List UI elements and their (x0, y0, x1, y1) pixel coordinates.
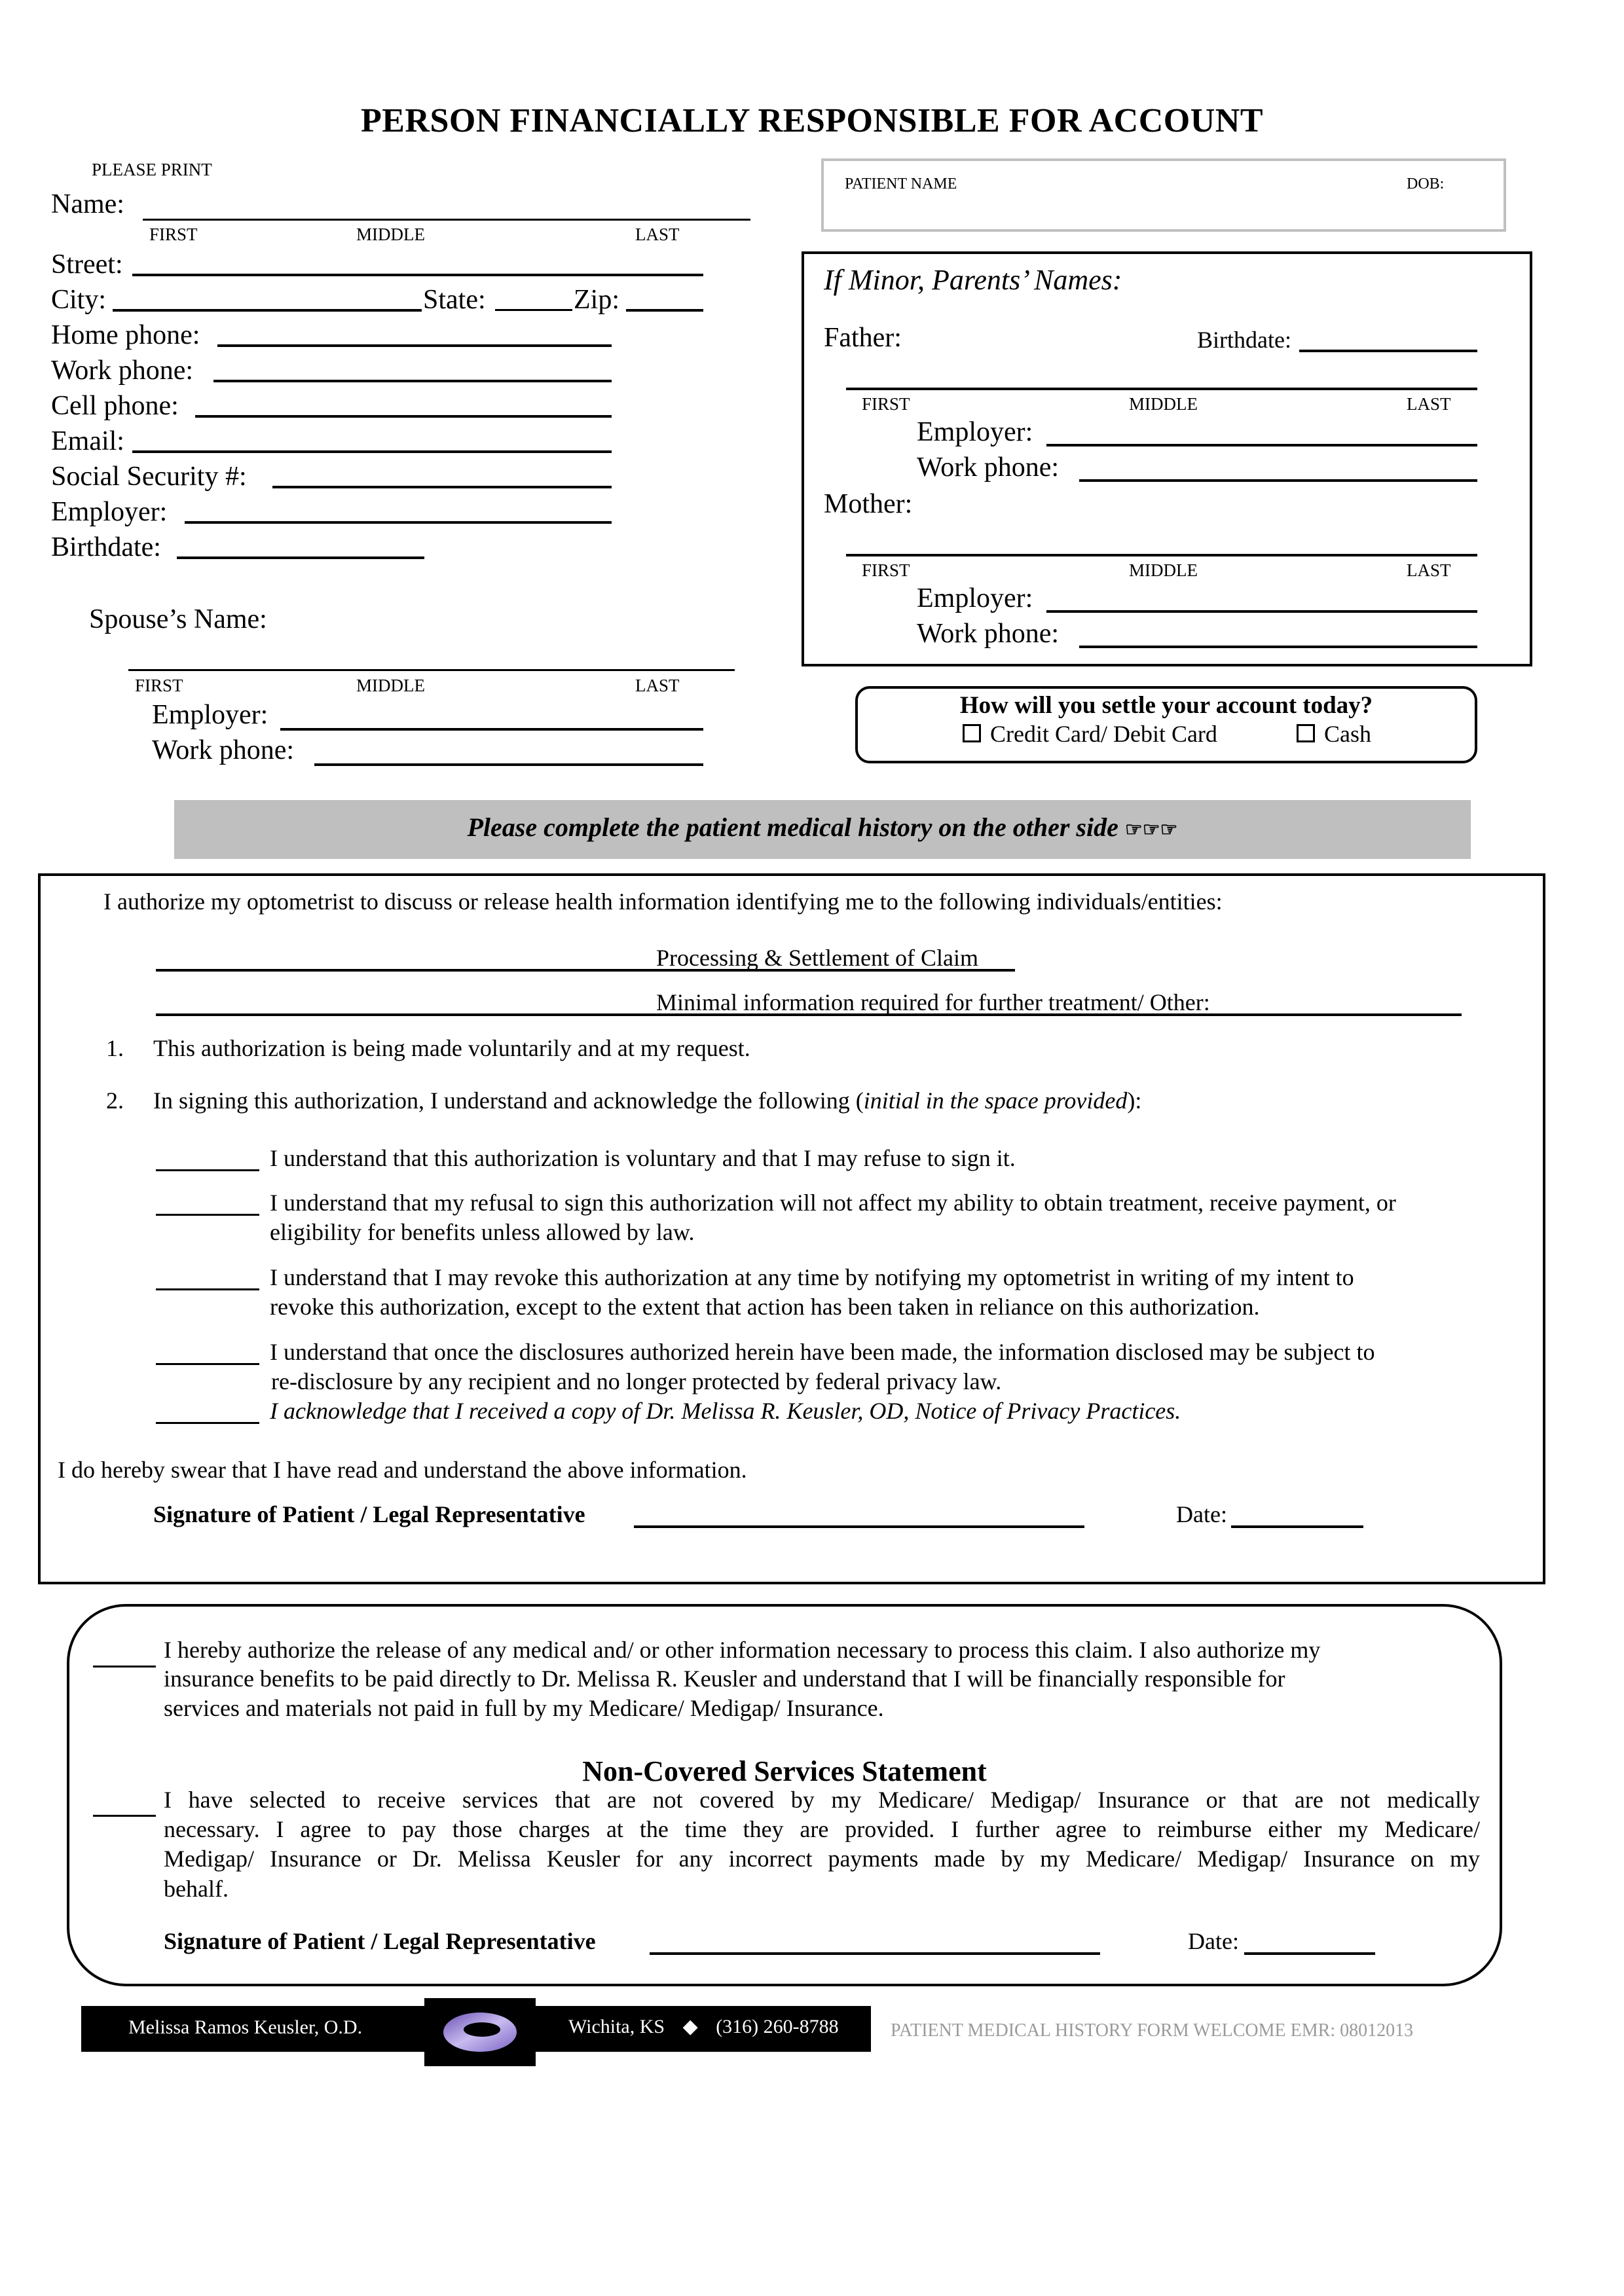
initial-field-1[interactable] (156, 1169, 259, 1171)
initial-field-privacy[interactable] (156, 1422, 259, 1424)
spouse-last-caption: LAST (635, 676, 680, 695)
diamond-icon: ◆ (682, 2016, 698, 2037)
insurance-date-field[interactable] (1244, 1952, 1375, 1955)
father-work-phone-field[interactable] (1079, 479, 1477, 482)
ssn-field[interactable] (272, 486, 612, 488)
item-1-text: This authorization is being made voluntarily and at my request. (153, 1035, 750, 1061)
noncovered-line-1: I have selected to receive services that are not covered by my Medicare/ Medigap/ Insurance or that are not medically (164, 1787, 1480, 1813)
entity-minimal-info: Minimal information required for further treatment/ Other: (656, 989, 1210, 1015)
street-field[interactable] (132, 274, 703, 276)
item-2-text-b: ): (1127, 1087, 1142, 1114)
entity-claim-processing: Processing & Settlement of Claim (656, 945, 978, 971)
footer-phone: (316) 260-8788 (716, 2016, 839, 2037)
date-field[interactable] (1231, 1525, 1363, 1528)
home-phone-label: Home phone: (51, 320, 200, 350)
minor-parents-box (802, 251, 1532, 666)
item-2-italic: initial in the space provided (863, 1087, 1128, 1114)
initial-field-4[interactable] (156, 1363, 259, 1365)
banner-text (174, 812, 1471, 843)
home-phone-field[interactable] (217, 344, 612, 347)
item-2-text-a: In signing this authorization, I understand and acknowledge the following ( (153, 1087, 864, 1114)
initial-field-2[interactable] (156, 1214, 259, 1216)
zip-field[interactable] (626, 309, 703, 312)
father-birthdate-label: Birthdate: (1197, 327, 1291, 353)
option-cash[interactable] (1297, 720, 1371, 748)
ack-3-line-2: revoke this authorization, except to the extent that action has been taken in reliance on this authorization. (270, 1294, 1260, 1320)
patient-info-box[interactable] (821, 158, 1506, 232)
release-line-3: services and materials not paid in full by my Medicare/ Medigap/ Insurance. (164, 1695, 884, 1721)
employer-label: Employer: (51, 497, 168, 527)
spouse-name-field[interactable] (128, 669, 735, 671)
work-phone-field[interactable] (213, 380, 612, 382)
mother-employer-label: Employer: (917, 583, 1033, 613)
father-last-caption: LAST (1407, 394, 1451, 414)
cell-phone-label: Cell phone: (51, 391, 179, 421)
authorization-intro: I authorize my optometrist to discuss or release health information identifying me to the following individuals/entities: (103, 888, 1223, 915)
father-first-caption: FIRST (862, 394, 910, 414)
banner-message: Please complete the patient medical history on the other side (467, 812, 1118, 842)
footer-location (568, 2015, 839, 2038)
noncovered-title: Non-Covered Services Statement (582, 1755, 987, 1787)
birthdate-label: Birthdate: (51, 532, 161, 562)
date-label: Date: (1176, 1501, 1227, 1527)
father-name-field[interactable] (846, 388, 1477, 390)
city-label: City: (51, 285, 107, 315)
pointing-hand-icons: ☞☞☞ (1124, 819, 1178, 841)
ack-4-line-2: re-disclosure by any recipient and no longer protected by federal privacy law. (271, 1368, 1002, 1394)
release-line-1: I hereby authorize the release of any medical and/ or other information necessary to process this claim. I also authorize my (164, 1637, 1321, 1663)
page-title: PERSON FINANCIALLY RESPONSIBLE FOR ACCOUNT (360, 102, 1264, 139)
ssn-label: Social Security #: (51, 462, 247, 492)
work-phone-label: Work phone: (51, 355, 194, 386)
swear-statement: I do hereby swear that I have read and understand the above information. (58, 1457, 747, 1483)
mother-name-field[interactable] (846, 554, 1477, 556)
birthdate-field[interactable] (177, 556, 424, 559)
ack-1: I understand that this authorization is voluntary and that I may refuse to sign it. (270, 1145, 1016, 1171)
credit-card-label: Credit Card/ Debit Card (990, 721, 1217, 747)
noncovered-line-3: Medigap/ Insurance or Dr. Melissa Keusler for any incorrect payments made by my Medicare/ Medigap/ Insurance on my (164, 1846, 1480, 1872)
spouse-middle-caption: MIDDLE (356, 676, 425, 695)
spouse-employer-label: Employer: (152, 700, 268, 730)
spouse-employer-field[interactable] (280, 728, 703, 731)
cash-checkbox[interactable] (1297, 724, 1315, 742)
ack-privacy-notice: I acknowledge that I received a copy of Dr. Melissa R. Keusler, OD, Notice of Privacy Practices. (270, 1398, 1181, 1424)
father-employer-field[interactable] (1046, 444, 1477, 446)
item-1-number: 1. (106, 1035, 124, 1061)
father-employer-label: Employer: (917, 417, 1033, 447)
footer-doctor-name: Melissa Ramos Keusler, O.D. (128, 2016, 363, 2038)
insurance-initial-field[interactable] (93, 1666, 156, 1667)
footer-city: Wichita, KS (568, 2016, 665, 2037)
insurance-signature-field[interactable] (650, 1952, 1100, 1955)
cell-phone-field[interactable] (195, 415, 612, 418)
eye-ring-logo-icon (424, 1998, 536, 2066)
please-print-note: PLEASE PRINT (92, 160, 212, 179)
spouse-name-label: Spouse’s Name: (89, 604, 267, 634)
initial-field-3[interactable] (156, 1288, 259, 1290)
insurance-signature-label: Signature of Patient / Legal Representative (164, 1928, 596, 1954)
ack-4-line-1: I understand that once the disclosures authorized herein have been made, the information disclosed may be subject to (270, 1339, 1375, 1365)
ack-3-line-1: I understand that I may revoke this authorization at any time by notifying my optometrist in writing of my intent to (270, 1264, 1354, 1290)
medical-history-banner (174, 800, 1471, 859)
mother-last-caption: LAST (1407, 560, 1451, 580)
email-field[interactable] (132, 450, 612, 453)
father-middle-caption: MIDDLE (1129, 394, 1198, 414)
patient-name-label: PATIENT NAME (845, 175, 957, 192)
signature-field[interactable] (634, 1525, 1084, 1528)
settle-account-box (855, 686, 1477, 763)
logo-block (424, 1998, 536, 2066)
option-credit-card[interactable] (963, 720, 1217, 748)
zip-label: Zip: (574, 285, 619, 315)
name-middle-caption: MIDDLE (356, 225, 425, 244)
spouse-work-phone-label: Work phone: (152, 735, 295, 765)
credit-card-checkbox[interactable] (963, 724, 981, 742)
father-work-phone-label: Work phone: (917, 452, 1060, 483)
item-2-number: 2. (106, 1087, 124, 1114)
noncovered-initial-field[interactable] (93, 1815, 156, 1817)
noncovered-line-4: behalf. (164, 1876, 229, 1902)
dob-label: DOB: (1407, 175, 1445, 192)
father-birthdate-field[interactable] (1299, 350, 1477, 352)
name-first-caption: FIRST (149, 225, 198, 244)
ack-2-line-2: eligibility for benefits unless allowed by law. (270, 1219, 695, 1245)
mother-work-phone-field[interactable] (1079, 646, 1477, 648)
employer-field[interactable] (185, 521, 612, 524)
spouse-work-phone-field[interactable] (314, 763, 703, 766)
insurance-date-label: Date: (1188, 1928, 1239, 1954)
email-label: Email: (51, 426, 124, 456)
form-identifier: PATIENT MEDICAL HISTORY FORM WELCOME EMR: 08012013 (891, 2020, 1414, 2041)
spouse-first-caption: FIRST (135, 676, 183, 695)
settle-question: How will you settle your account today? (959, 692, 1373, 719)
noncovered-line-2: necessary. I agree to pay those charges at the time they are provided. I further agree to reimburse either my Medicare/ (164, 1816, 1480, 1842)
state-label: State: (423, 285, 486, 315)
name-last-caption: LAST (635, 225, 680, 244)
name-label: Name: (51, 189, 124, 219)
insurance-authorization-box (67, 1604, 1502, 1986)
authorization-box (38, 873, 1545, 1584)
ack-2-line-1: I understand that my refusal to sign this authorization will not affect my ability to obtain treatment, receive payment, or (270, 1190, 1396, 1216)
cash-label: Cash (1324, 721, 1371, 747)
release-line-2: insurance benefits to be paid directly to Dr. Melissa R. Keusler and understand that I will be financially responsible for (164, 1666, 1285, 1692)
mother-work-phone-label: Work phone: (917, 619, 1060, 649)
item-2-text (153, 1087, 1141, 1114)
father-label: Father: (824, 323, 902, 353)
state-field[interactable] (495, 309, 572, 311)
city-field[interactable] (113, 309, 422, 312)
mother-label: Mother: (824, 489, 913, 519)
mother-middle-caption: MIDDLE (1129, 560, 1198, 580)
signature-label: Signature of Patient / Legal Representative (153, 1501, 585, 1527)
minor-heading: If Minor, Parents’ Names: (824, 264, 1122, 296)
street-label: Street: (51, 249, 123, 280)
mother-first-caption: FIRST (862, 560, 910, 580)
mother-employer-field[interactable] (1046, 610, 1477, 613)
name-field[interactable] (143, 219, 750, 221)
